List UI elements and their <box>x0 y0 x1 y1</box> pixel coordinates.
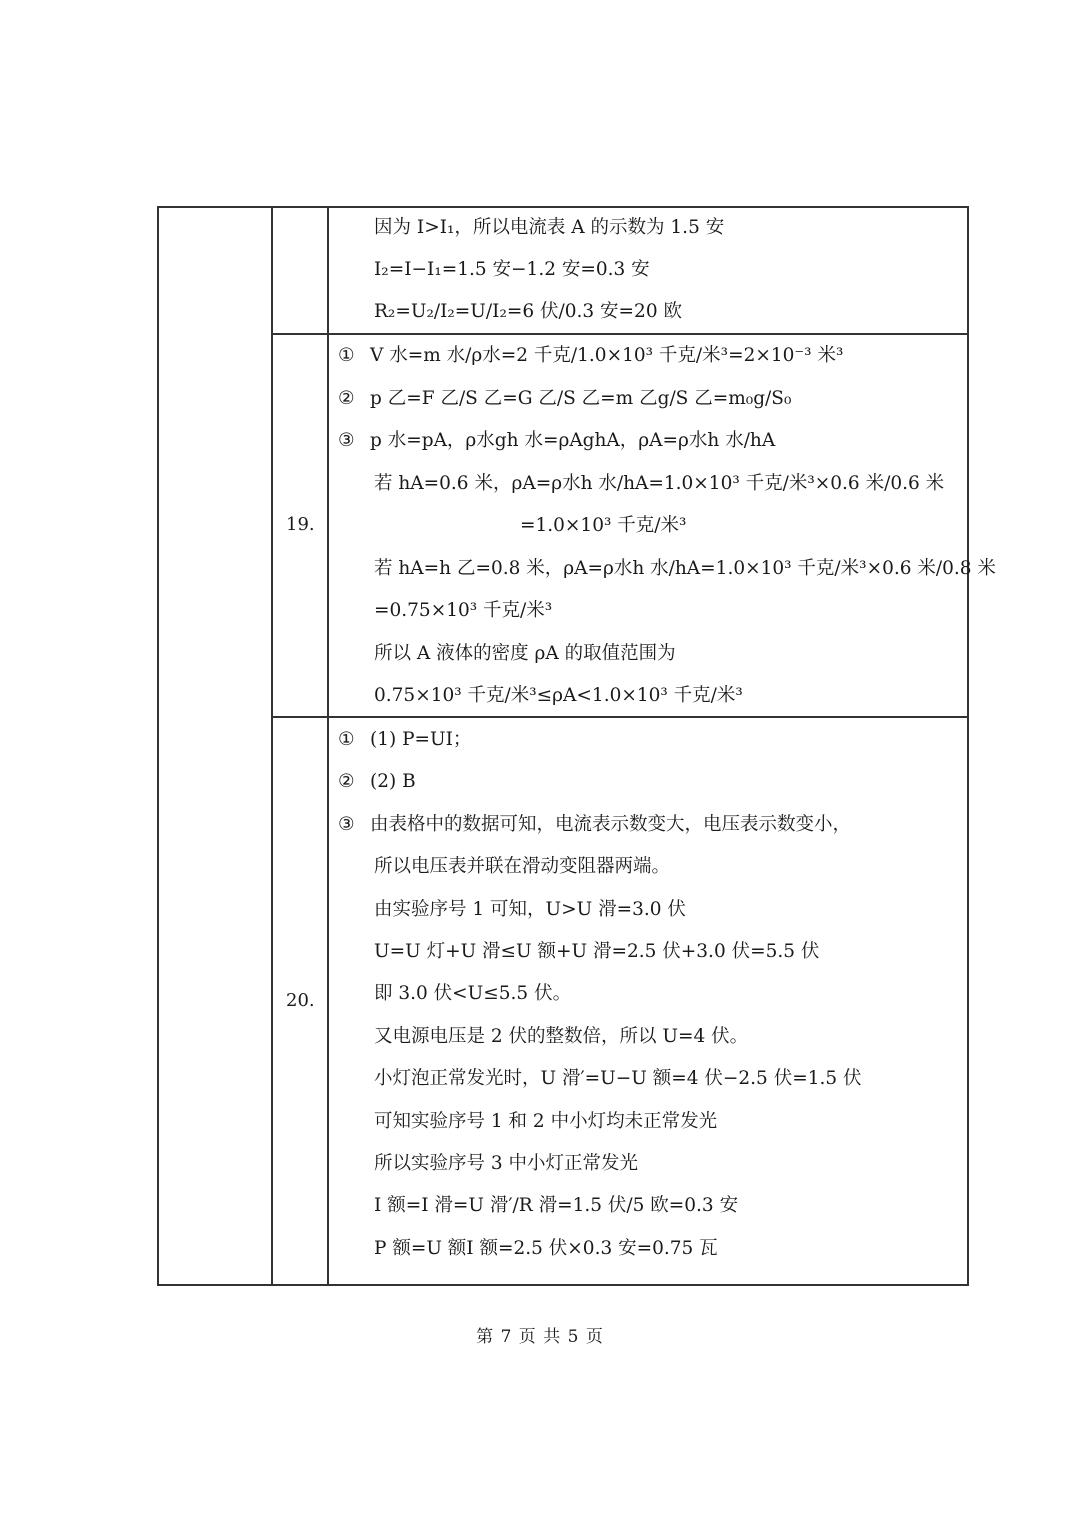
table-col-divider-2 <box>327 206 329 1285</box>
answer-line: 小灯泡正常发光时，U 滑′=U−U 额=4 伏−2.5 伏=1.5 伏 <box>374 1068 862 1089</box>
page-footer: 第 7 页 共 5 页 <box>476 1327 604 1347</box>
answer-line: 由实验序号 1 可知，U>U 滑=3.0 伏 <box>374 899 686 920</box>
question-number-20: 20. <box>286 990 315 1011</box>
table-right-border <box>967 206 969 1285</box>
step-marker: ① <box>338 729 355 750</box>
table-col-divider-1 <box>271 206 273 1285</box>
answer-line: 所以电压表并联在滑动变阻器两端。 <box>374 856 671 877</box>
answer-line: ② p 乙=F 乙/S 乙=G 乙/S 乙=m 乙g/S 乙=m₀g/S₀ <box>338 388 792 409</box>
answer-line: ③ 由表格中的数据可知，电流表示数变大，电压表示数变小， <box>338 814 852 835</box>
answer-line: ③ p 水=pA，ρ水gh 水=ρAghA，ρA=ρ水h 水/hA <box>338 430 776 451</box>
question-number-19: 19. <box>286 514 315 535</box>
table-bottom-border <box>157 1284 969 1286</box>
answer-line: ① (1) P=UI； <box>338 729 472 750</box>
answer-line: I₂=I−I₁=1.5 安−1.2 安=0.3 安 <box>374 259 650 280</box>
answer-line: 又电源电压是 2 伏的整数倍，所以 U=4 伏。 <box>374 1026 749 1047</box>
step-marker: ② <box>338 771 355 792</box>
answer-line: R₂=U₂/I₂=U/I₂=6 伏/0.3 安=20 欧 <box>374 301 682 322</box>
answer-line: P 额=U 额I 额=2.5 伏×0.3 安=0.75 瓦 <box>374 1238 718 1259</box>
answer-line: =1.0×10³ 千克/米³ <box>520 515 687 536</box>
answer-line: ② (2) B <box>338 771 416 792</box>
answer-line: =0.75×10³ 千克/米³ <box>374 600 553 621</box>
answer-line: 可知实验序号 1 和 2 中小灯均未正常发光 <box>374 1111 718 1132</box>
answer-line: 0.75×10³ 千克/米³≤ρA<1.0×10³ 千克/米³ <box>374 685 743 706</box>
answer-line: I 额=I 滑=U 滑′/R 滑=1.5 伏/5 欧=0.3 安 <box>374 1195 739 1216</box>
row-divider-19 <box>271 333 968 335</box>
answer-line: 即 3.0 伏<U≤5.5 伏。 <box>374 983 572 1004</box>
answer-line: 若 hA=0.6 米，ρA=ρ水h 水/hA=1.0×10³ 千克/米³×0.6 米/0.6 米 <box>374 473 945 494</box>
answer-line: U=U 灯+U 滑≤U 额+U 滑=2.5 伏+3.0 伏=5.5 伏 <box>374 941 820 962</box>
table-left-border <box>157 206 159 1285</box>
row-divider-20 <box>271 716 968 718</box>
answer-line: 因为 I>I₁，所以电流表 A 的示数为 1.5 安 <box>374 217 725 238</box>
step-marker: ① <box>338 345 355 366</box>
table-top-border <box>157 206 969 208</box>
step-marker: ③ <box>338 814 355 835</box>
answer-line: 所以 A 液体的密度 ρA 的取值范围为 <box>374 643 676 664</box>
answer-line: ① V 水=m 水/ρ水=2 千克/1.0×10³ 千克/米³=2×10⁻³ 米³ <box>338 345 844 366</box>
step-marker: ② <box>338 388 355 409</box>
step-marker: ③ <box>338 430 355 451</box>
answer-line: 所以实验序号 3 中小灯正常发光 <box>374 1153 639 1174</box>
answer-line: 若 hA=h 乙=0.8 米，ρA=ρ水h 水/hA=1.0×10³ 千克/米³×0.6 米/0.8 米 <box>374 558 996 579</box>
